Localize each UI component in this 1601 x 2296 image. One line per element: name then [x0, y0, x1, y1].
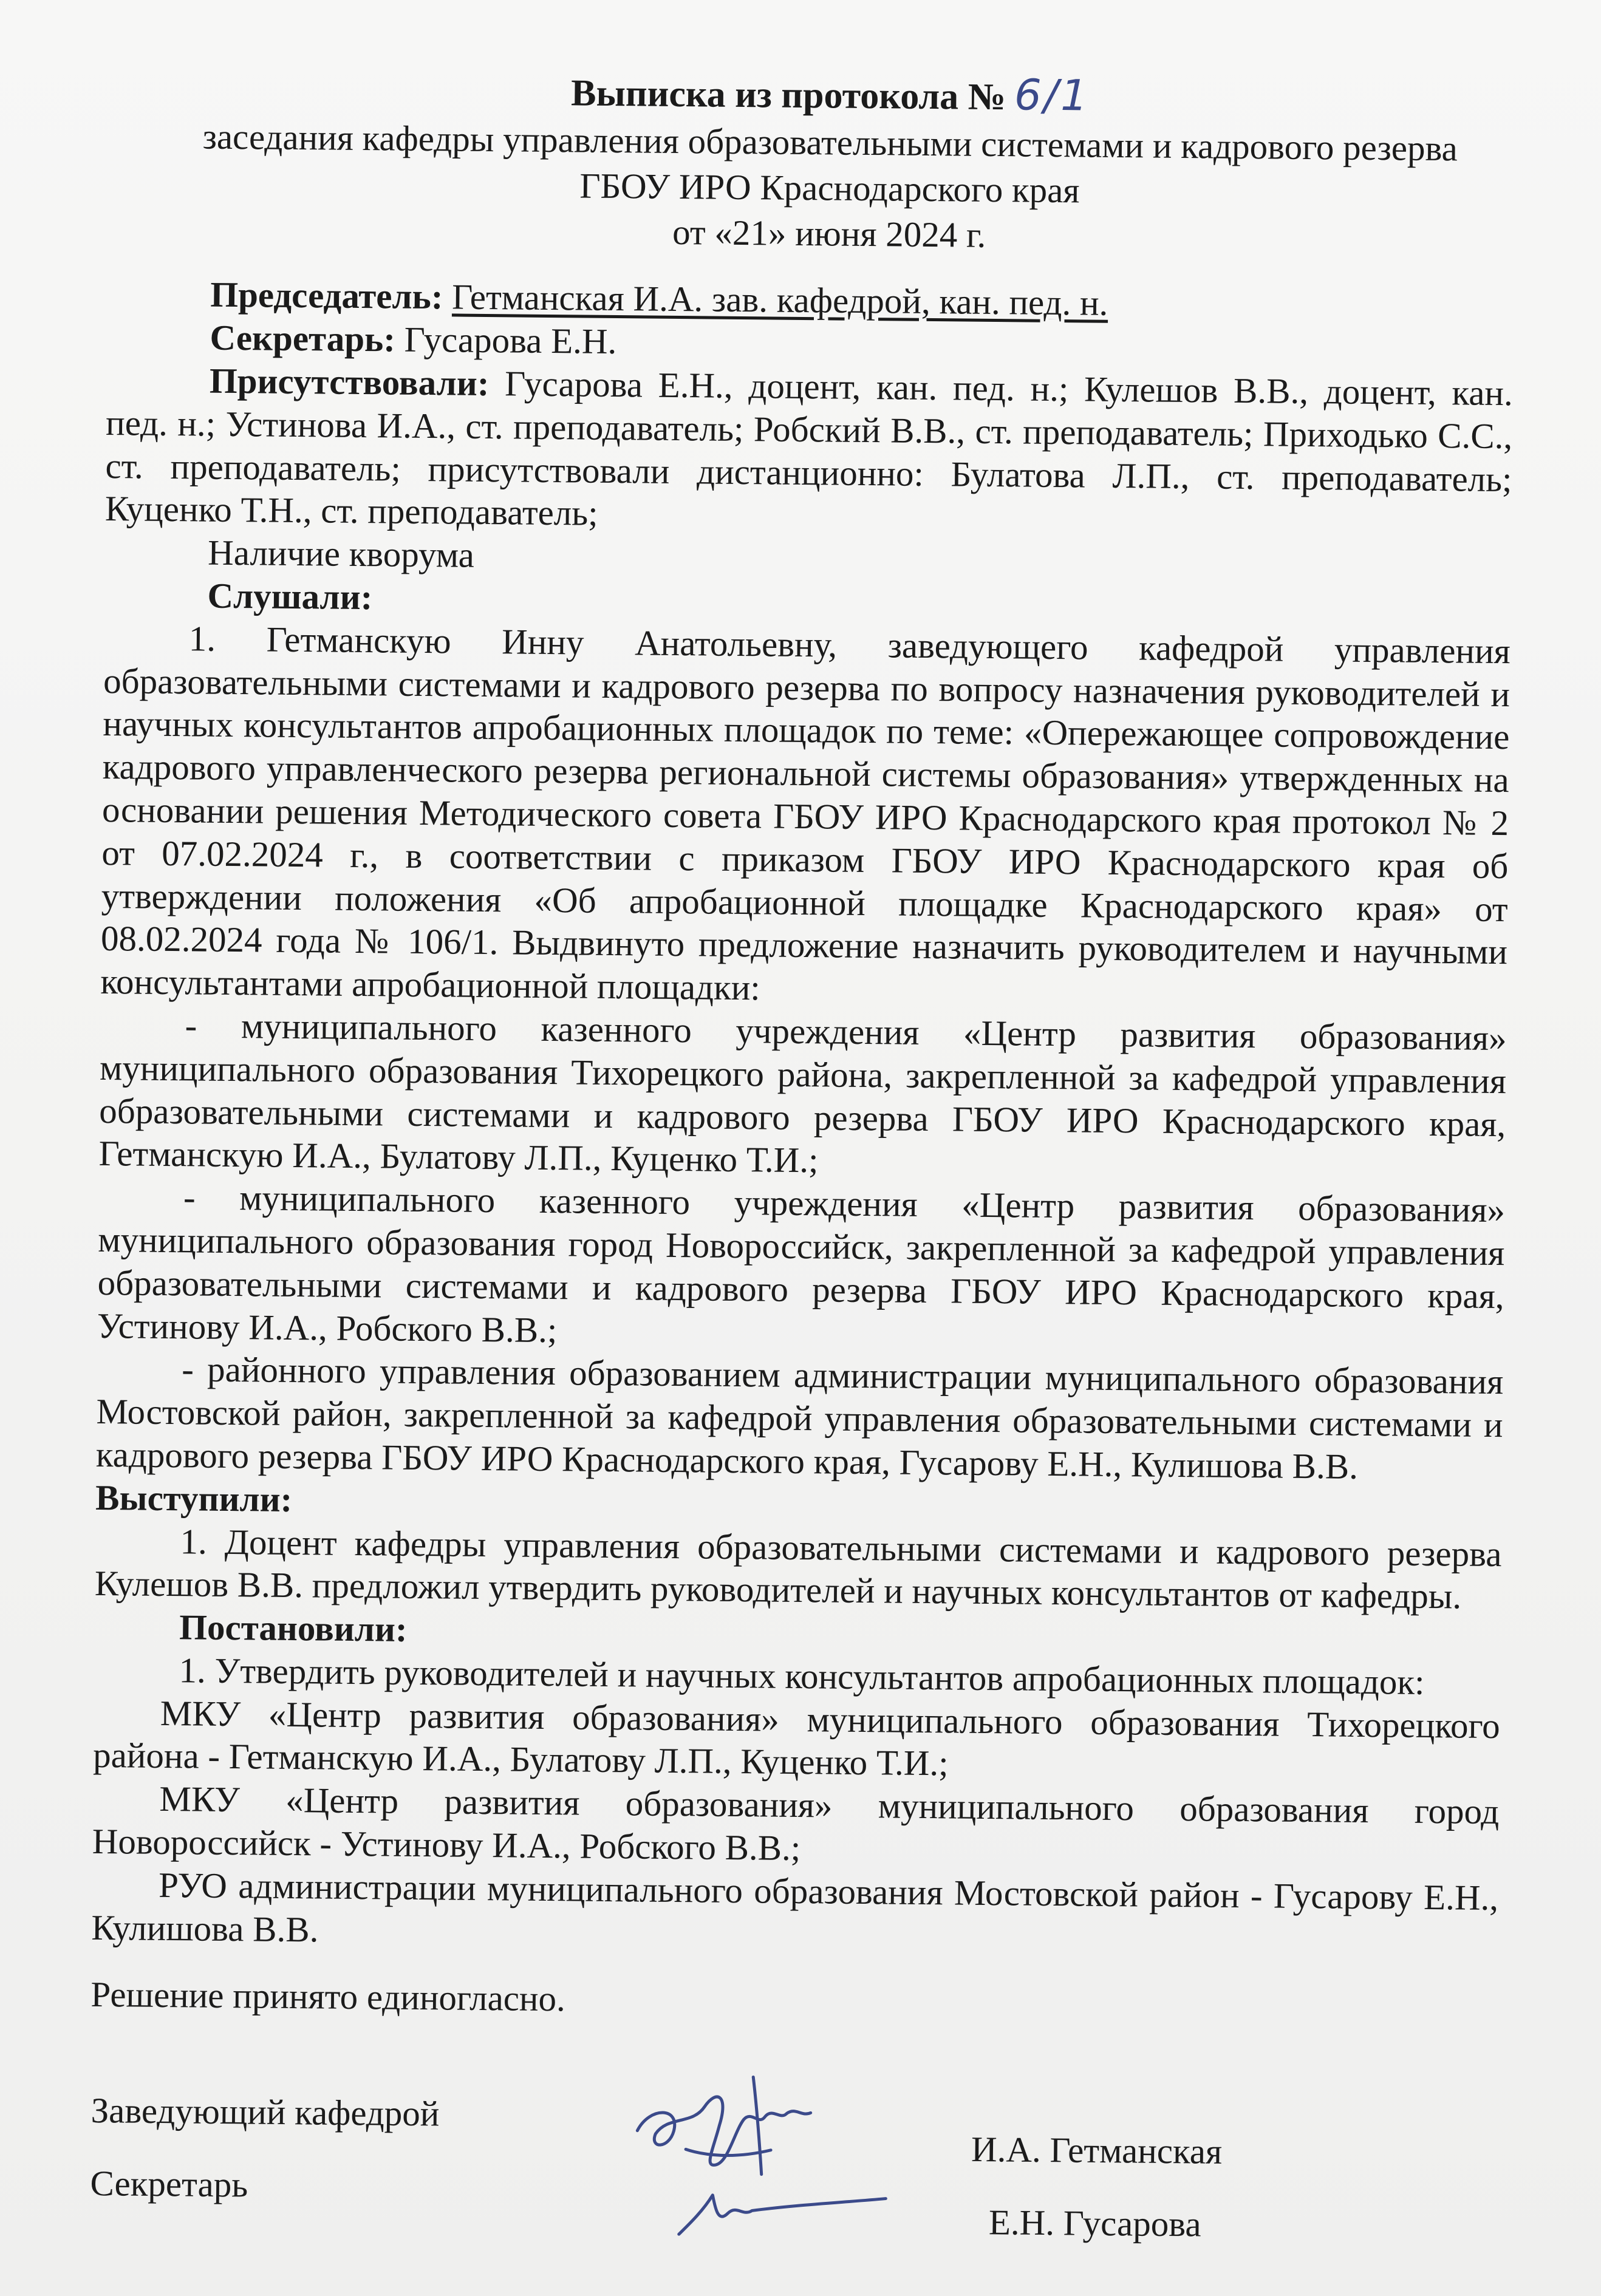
present-label: Присутствовали:: [209, 360, 490, 404]
decision-line: Решение принято единогласно.: [90, 1974, 566, 2019]
title-text: Выписка из протокола №: [570, 72, 1006, 118]
secretary-signature: [679, 2195, 886, 2236]
header-department: заседания кафедры управления образовательными системами и кадрового резерва: [202, 116, 1458, 169]
secretary-position: Секретарь: [90, 2162, 248, 2205]
head-signature: [637, 2076, 811, 2175]
heard-item-1: - муниципального казенного учреждения «Центр развития образования» муниципального образования Тихорецкого района, закрепленной за кафедрой управления образовательными системами и кадрового резерва ГБОУ ИРО Краснодарского края, Гетманскую И.А., Булатову Л.П., Куценко Т.И.;: [98, 1005, 1507, 1180]
chair-value: Гетманская И.А. зав. кафедрой, кан. пед. н.: [451, 276, 1108, 324]
present-value: Гусарова Е.Н., доцент, кан. пед. н.; Кулешов В.В., доцент, кан. пед. н.; Устинова И.А., ст. преподаватель; Робский В.В., ст. преподаватель; Приходько С.С., ст. преподаватель; присутствовали дистанционно: Булатова Л.П., ст. преподаватель; Куценко Т.Н., ст. преподаватель;: [104, 363, 1514, 534]
handwritten-signatures: [612, 2057, 954, 2255]
present-paragraph: [105, 358, 1514, 543]
heard-item-3: - районного управления образованием администрации муниципального образования Мостовской район, закрепленной за кафедрой управления образовательными системами и кадрового резерва ГБОУ ИРО Краснодарского края, Гусарову Е.Н., Кулишова В.В.: [95, 1349, 1504, 1487]
resolved-item-1: МКУ «Центр развития образования» муниципального образования Тихорецкого района - Гетманскую И.А., Булатову Л.П., Куценко Т.И.;: [92, 1692, 1501, 1783]
head-name: И.А. Гетманская: [971, 2128, 1223, 2172]
heard-text: 1. Гетманскую Инну Анатольевну, заведующего кафедрой управления образовательными системами и кадрового резерва по вопросу назначения руководителей и научных консультантов апробационных площадок по теме: «Опережающее сопровождение кадрового управленческого резерва региональной системы образования» утвержденных на основании решения Методического совета ГБОУ ИРО Краснодарского края протокол № 2 от 07.02.2024 г., в соответствии с приказом ГБОУ ИРО Краснодарского края об утверждении положения «Об апробационной площадке Краснодарского края» от 08.02.2024 года № 106/1. Выдвинуто предложение назначить руководителем и научными консультантами апробационной площадки:: [100, 618, 1511, 1008]
resolved-item-3: РУО администрации муниципального образования Мостовской район - Гусарову Е.Н., Кулишова В.В.: [91, 1864, 1499, 1950]
resolved-text: 1. Утвердить руководителей и научных консультантов апробационных площадок:: [179, 1650, 1425, 1702]
heard-item-2: - муниципального казенного учреждения «Центр развития образования» муниципального образования город Новороссийск, закрепленной за кафедрой управления образовательными системами и кадрового резерва ГБОУ ИРО Краснодарского края, Устинову И.А., Робского В.В.;: [97, 1177, 1506, 1350]
handwritten-protocol-number: 6/1: [1014, 70, 1091, 121]
resolved-label: Постановили:: [179, 1607, 408, 1649]
secretary-value: Гусарова Е.Н.: [404, 319, 617, 362]
chair-label: Председатель:: [210, 274, 443, 317]
heard-label: Слушали:: [207, 575, 373, 618]
secretary-name: Е.Н. Гусарова: [988, 2202, 1201, 2244]
header-date: от «21» июня 2024 г.: [672, 211, 986, 255]
document-header: [144, 61, 1516, 262]
signature-block: [89, 2089, 1367, 2283]
spoke-text: 1. Доцент кафедры управления образовательными системами и кадрового резерва Кулешов В.В. предложил утвердить руководителей и научных консультантов от кафедры.: [94, 1521, 1502, 1616]
head-position: Заведующий кафедрой: [90, 2090, 440, 2134]
spoke-label: Выступили:: [95, 1477, 293, 1519]
document-title: [145, 61, 1516, 126]
secretary-label: Секретарь:: [210, 317, 396, 359]
header-institution: ГБОУ ИРО Краснодарского края: [579, 165, 1080, 211]
protocol-content: [90, 58, 1516, 2029]
resolved-item-2: МКУ «Центр развития образования» муниципального образования город Новороссийск - Устинову И.А., Робского В.В.;: [92, 1779, 1500, 1868]
quorum-line: Наличие кворума: [207, 532, 475, 575]
